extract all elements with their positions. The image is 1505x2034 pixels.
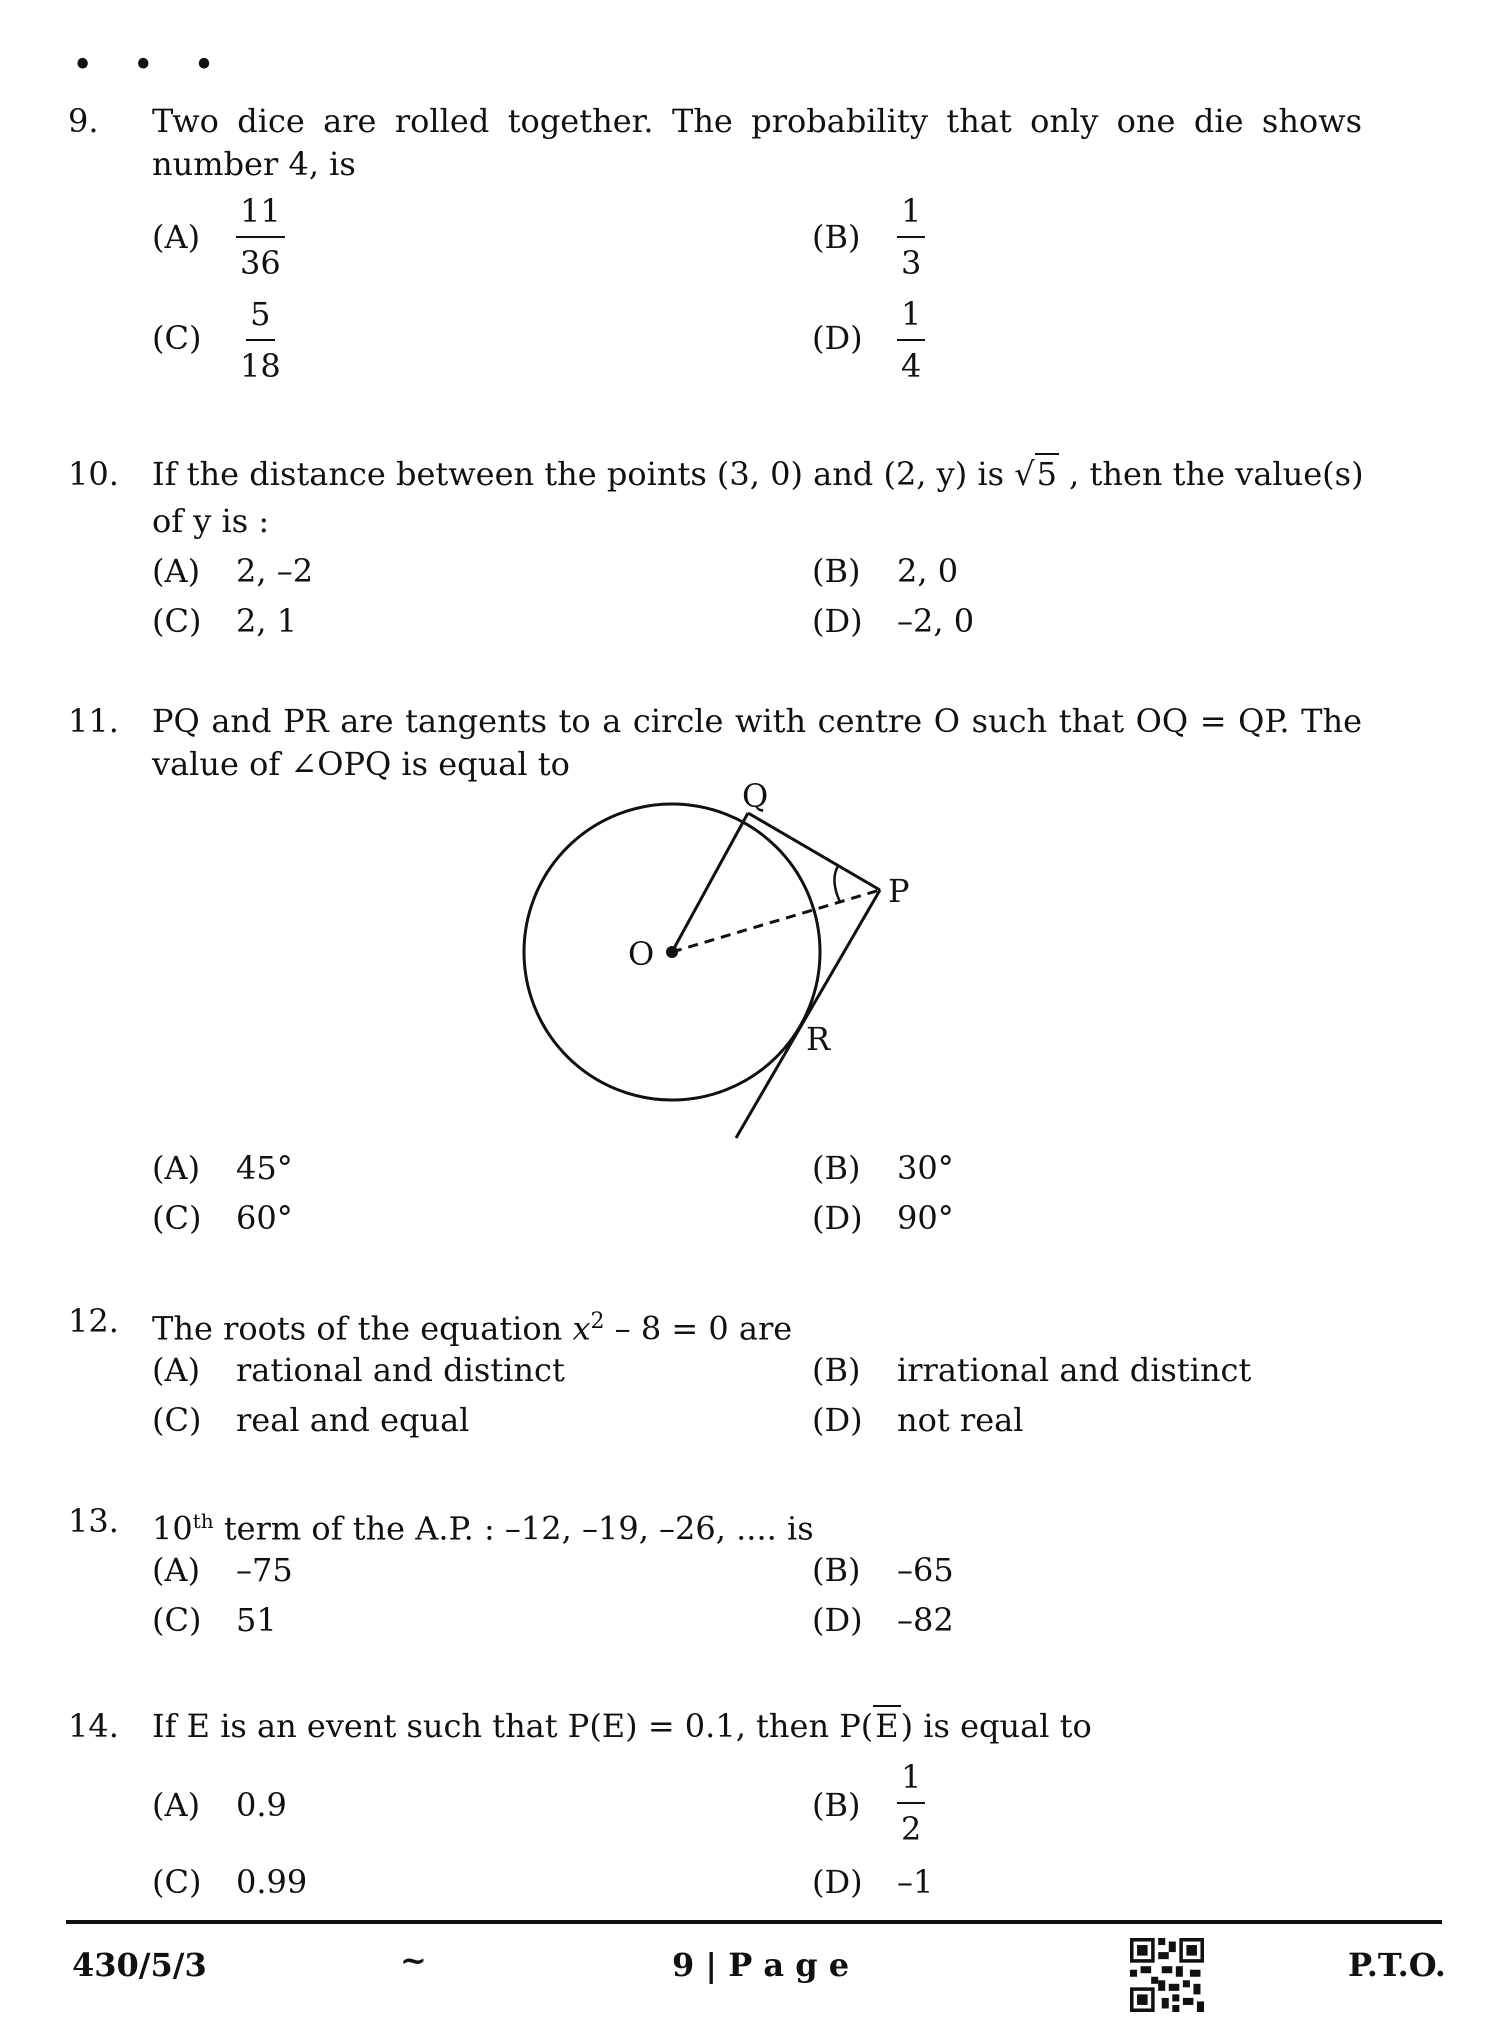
q14-option-c-label[interactable]: (C) <box>152 1863 202 1901</box>
q14-option-d-value: –1 <box>897 1863 934 1901</box>
tangent-pq <box>748 813 880 890</box>
q10-sqrt <box>1014 453 1059 496</box>
q12-text-after: – 8 = 0 are <box>604 1309 793 1348</box>
q9-option-b-label[interactable]: (B) <box>812 218 861 256</box>
footer-pto: P.T.O. <box>1348 1946 1446 1984</box>
q14-option-b-fraction <box>897 1758 925 1848</box>
question-13-text <box>152 1500 814 1551</box>
question-14-number: 14. <box>68 1707 119 1745</box>
centre-point <box>666 946 678 958</box>
q11-option-b-label[interactable]: (B) <box>812 1149 861 1187</box>
q13-option-a-value: –75 <box>236 1551 293 1589</box>
footer-tilde: ~ <box>400 1941 427 1979</box>
q10-option-b-value: 2, 0 <box>897 552 959 590</box>
question-14-text <box>152 1705 1092 1748</box>
q11-option-a-value: 45° <box>236 1149 293 1187</box>
q12-option-b-value: irrational and distinct <box>897 1351 1252 1389</box>
q9-option-a-numerator: 11 <box>236 192 285 238</box>
question-10-number: 10. <box>68 455 119 493</box>
question-12-text <box>152 1300 792 1351</box>
q14-complement-e: E <box>875 1707 899 1745</box>
q10-text-after: , then the value(s) <box>1058 455 1364 493</box>
q9-option-c-numerator: 5 <box>246 295 274 341</box>
q12-option-a-label[interactable]: (A) <box>152 1351 201 1389</box>
q9-option-c-label[interactable]: (C) <box>152 319 202 357</box>
q14-text-after: ) is equal to <box>900 1707 1092 1745</box>
q12-text-before: The roots of the equation <box>152 1309 573 1348</box>
q10-option-c-value: 2, 1 <box>236 602 298 640</box>
q10-option-d-value: –2, 0 <box>897 602 975 640</box>
question-11-number: 11. <box>68 702 119 740</box>
footer-rule <box>66 1920 1442 1924</box>
label-r: R <box>806 1020 831 1058</box>
q12-exponent: 2 <box>590 1309 605 1334</box>
q9-option-c-denominator: 18 <box>240 347 281 385</box>
q9-option-b-numerator: 1 <box>897 192 925 238</box>
q10-option-a-value: 2, –2 <box>236 552 314 590</box>
q11-option-b-value: 30° <box>897 1149 954 1187</box>
q13-option-d-label[interactable]: (D) <box>812 1601 863 1639</box>
q10-sqrt-value: 5 <box>1036 455 1057 493</box>
q10-option-d-label[interactable]: (D) <box>812 602 863 640</box>
q12-option-b-label[interactable]: (B) <box>812 1351 861 1389</box>
question-11-text-line1: PQ and PR are tangents to a circle with centre O such that OQ = QP. The <box>152 702 1362 740</box>
q14-text-before: If E is an event such that P(E) = 0.1, then P( <box>152 1707 874 1745</box>
q11-option-c-label[interactable]: (C) <box>152 1199 202 1237</box>
q11-option-c-value: 60° <box>236 1199 293 1237</box>
q12-variable: x <box>572 1309 591 1348</box>
footer-paper-code: 430/5/3 <box>72 1946 207 1984</box>
q9-option-d-label[interactable]: (D) <box>812 319 863 357</box>
q12-option-a-value: rational and distinct <box>236 1351 565 1389</box>
q14-option-d-label[interactable]: (D) <box>812 1863 863 1901</box>
q13-option-d-value: –82 <box>897 1601 954 1639</box>
q10-option-b-label[interactable]: (B) <box>812 552 861 590</box>
q14-option-b-numerator: 1 <box>897 1758 925 1804</box>
qr-code-icon <box>1130 1938 1204 2012</box>
q14-option-b-denominator: 2 <box>901 1810 922 1848</box>
question-9-text-line2: number 4, is <box>152 145 356 183</box>
q14-option-a-value: 0.9 <box>236 1786 287 1824</box>
label-o: O <box>628 935 655 973</box>
angle-arc-opq <box>834 866 840 902</box>
q9-option-d-fraction <box>897 295 925 385</box>
q13-text-prefix: 10 <box>152 1509 193 1548</box>
q13-option-a-label[interactable]: (A) <box>152 1551 201 1589</box>
q10-sqrt-symbol: √ <box>1014 455 1035 493</box>
tangent-circle-figure <box>500 780 940 1150</box>
question-13-number: 13. <box>68 1502 119 1540</box>
q14-option-c-value: 0.99 <box>236 1863 308 1901</box>
question-11-text-line2: value of ∠OPQ is equal to <box>152 745 570 783</box>
q12-option-c-value: real and equal <box>236 1401 470 1439</box>
q10-option-a-label[interactable]: (A) <box>152 552 201 590</box>
q9-option-c-fraction <box>236 295 285 385</box>
question-10-text-line1 <box>152 453 1362 496</box>
q9-option-b-denominator: 3 <box>901 244 922 282</box>
question-12-number: 12. <box>68 1302 119 1340</box>
q14-option-b-label[interactable]: (B) <box>812 1786 861 1824</box>
q12-option-d-label[interactable]: (D) <box>812 1401 863 1439</box>
q13-option-b-value: –65 <box>897 1551 954 1589</box>
q11-option-a-label[interactable]: (A) <box>152 1149 201 1187</box>
q12-option-d-value: not real <box>897 1401 1024 1439</box>
q9-option-a-fraction <box>236 192 285 282</box>
q13-text-rest: term of the A.P. : –12, –19, –26, .... is <box>213 1509 814 1548</box>
q13-text-sup: th <box>192 1509 214 1533</box>
question-10-text-line2: of y is : <box>152 502 270 540</box>
label-q: Q <box>742 780 769 815</box>
question-9-text-line1: Two dice are rolled together. The probability that only one die shows <box>152 102 1362 140</box>
q11-option-d-label[interactable]: (D) <box>812 1199 863 1237</box>
footer-page-number: 9 | P a g e <box>672 1946 850 1984</box>
q9-option-a-label[interactable]: (A) <box>152 218 201 256</box>
q13-option-c-label[interactable]: (C) <box>152 1601 202 1639</box>
q9-option-a-denominator: 36 <box>240 244 281 282</box>
q12-option-c-label[interactable]: (C) <box>152 1401 202 1439</box>
q9-option-b-fraction <box>897 192 925 282</box>
q14-option-a-label[interactable]: (A) <box>152 1786 201 1824</box>
q11-option-d-value: 90° <box>897 1199 954 1237</box>
q9-option-d-denominator: 4 <box>901 347 922 385</box>
radius-oq <box>672 813 748 952</box>
question-9-number: 9. <box>68 102 99 140</box>
q10-text-before: If the distance between the points (3, 0) and (2, y) is <box>152 455 1015 493</box>
header-dots: • • • <box>72 45 229 86</box>
label-p: P <box>888 872 910 910</box>
q10-option-c-label[interactable]: (C) <box>152 602 202 640</box>
q13-option-b-label[interactable]: (B) <box>812 1551 861 1589</box>
q13-option-c-value: 51 <box>236 1601 277 1639</box>
q9-option-d-numerator: 1 <box>897 295 925 341</box>
